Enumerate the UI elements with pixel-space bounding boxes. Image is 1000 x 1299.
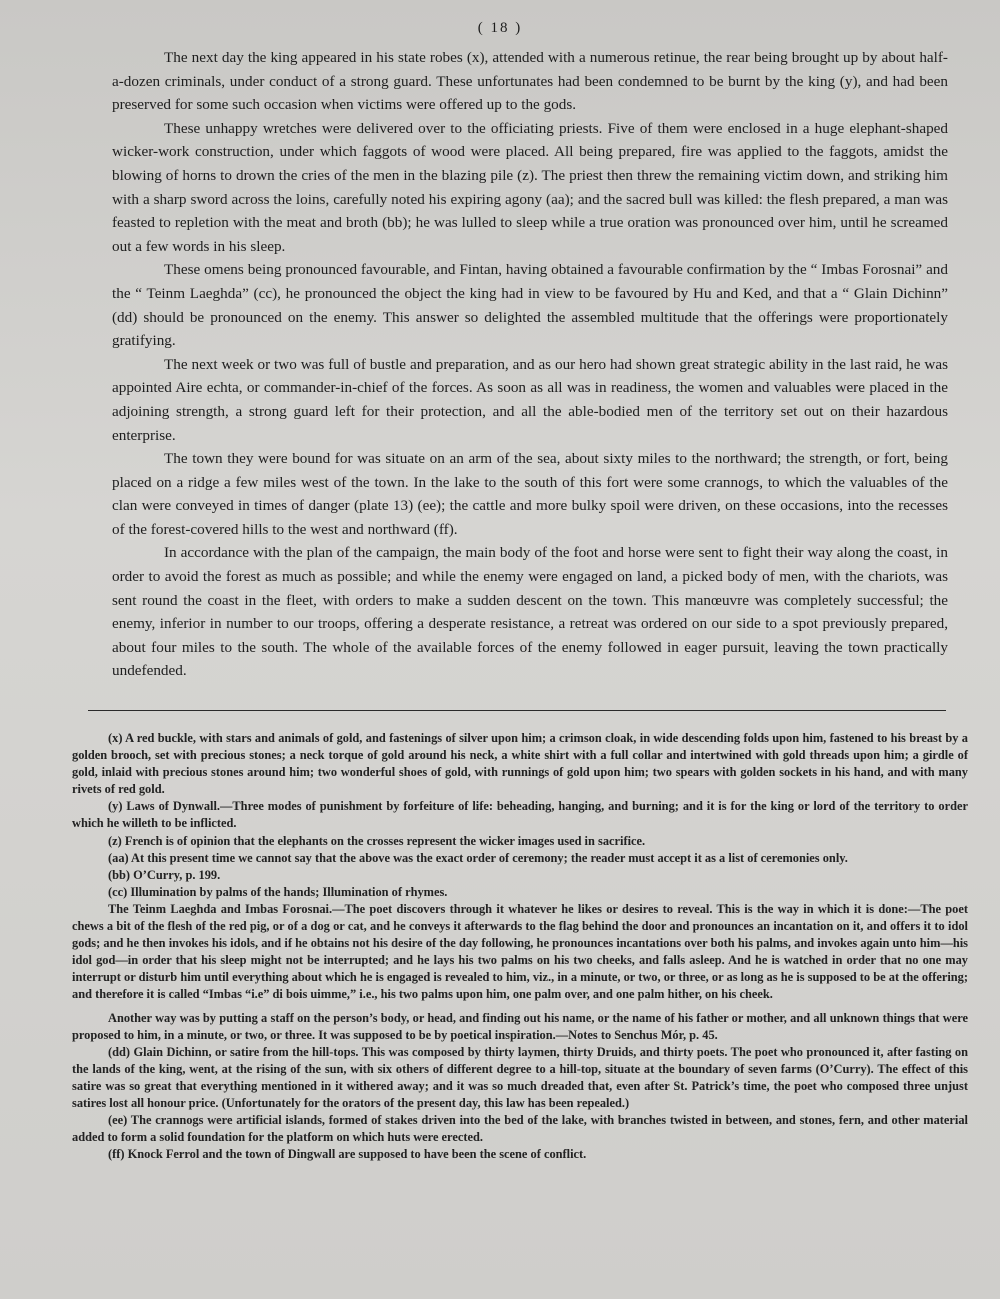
footnote-cc-another-way: Another way was by putting a staff on the person’s body, or head, and finding out his name, or the name of his father or mother, and all unknown things that were proposed to him, in a minute, or two, or three. It was supposed to be by poetical inspiration.—Notes to Senchus Mór, p. 45.: [72, 1010, 968, 1042]
footnote-divider: [88, 710, 946, 711]
footnotes: [72, 730, 968, 1163]
footnote-x: (x) A red buckle, with stars and animals of gold, and fastenings of silver upon him; a crimson cloak, in wide descending folds upon him, fastened to his breast by a golden brooch, set with precious stones; a neck torque of gold around his neck, a white shirt with a full collar and intertwined with gold threads upon him; a girdle of gold, inlaid with precious stones around him; two wonderful shoes of gold, with runnings of gold upon him; two spears with golden sockets in his hand, and with many rivets of red gold.: [72, 731, 968, 797]
footnote-z: (z) French is of opinion that the elephants on the crosses represent the wicker images used in sacrifice.: [108, 833, 646, 848]
paragraph: The town they were bound for was situate on an arm of the sea, about sixty miles to the northward; the strength, or fort, being placed on a ridge a few miles west of the town. In the lake to the south of this fort were some crannogs, to which the valuables of the clan were conveyed in times of danger (plate 13) (ee); the cattle and more bulky spoil were driven, on these occasions, into the recesses of the forest-covered hills to the west and northward (ff).: [112, 450, 948, 538]
footnote-cc: (cc) Illumination by palms of the hands; Illumination of rhymes.: [108, 884, 448, 899]
paragraph: These omens being pronounced favourable, and Fintan, having obtained a favourable confirmation by the “ Imbas Forosnai” and the “ Teinm Laeghda” (cc), he pronounced the object the king had in view to be favoured by Hu and Ked, and that a “ Glain Dichinn” (dd) should be pronounced on the enemy. This answer so delighted the assembled multitude that the offerings were proportionately gratifying.: [112, 261, 948, 350]
footnote-ff: (ff) Knock Ferrol and the town of Dingwall are supposed to have been the scene of conflict.: [108, 1147, 587, 1162]
footnote-cc-explanation: The Teinm Laeghda and Imbas Forosnai.—The poet discovers through it whatever he likes or desires to reveal. This is the way in which it is done:—The poet chews a bit of the flesh of the red pig, or of a dog or cat, and he conveys it afterwards to the flag behind the door and pronounces an incantation on it, and offers it to idol gods; and he then invokes his idols, and if he obtains not his desire of the day following, he pronounces incantations over both his palms, and invokes again unto him—his idol god—in order that his sleep might not be interrupted; and he lays his two palms on his two cheeks, and falls asleep. And he is watched in order that no one may interrupt or disturb him until everything about which he is engaged is revealed to him, viz., in a minute, or two, or three, or as long as he is supposed to be at the offering; and therefore it is called “Imbas “i.e” di bois uimme,” i.e., his two palms upon him, one palm over, and one palm hither, on his cheek.: [72, 901, 968, 1002]
footnote-bb: (bb) O’Curry, p. 199.: [108, 867, 221, 882]
footnote-y: (y) Laws of Dynwall.—Three modes of punishment by forfeiture of life: beheading, hanging, and burning; and it is for the king or lord of the territory to order which he willeth to be inflicted.: [72, 799, 968, 831]
paragraph: The next day the king appeared in his state robes (x), attended with a numerous retinue, the rear being brought up by about half-a-dozen criminals, under conduct of a strong guard. These unfortunates had been condemned to be burnt by the king (y), and had been preserved for some such occasion when victims were offered up to the gods.: [112, 49, 948, 114]
footnote-dd: (dd) Glain Dichinn, or satire from the hill-tops. This was composed by thirty laymen, thirty Druids, and thirty poets. The poet who pronounced it, after fasting on the lands of the king, went, at the rising of the sun, with six others of different degree to a hill-top, situate at the boundary of seven farms (O’Curry). The effect of this satire was so great that everything mentioned in it withered away; and it was so much dreaded that, even after St. Patrick’s time, the poet who composed three unjust satires lost all honour price. (Unfortunately for the orators of the present day, this law has been repealed.): [72, 1044, 968, 1110]
paragraph: These unhappy wretches were delivered over to the officiating priests. Five of them were enclosed in a huge elephant-shaped wicker-work construction, under which faggots of wood were placed. All being prepared, fire was applied to the faggots, amidst the blowing of horns to drown the cries of the men in the blazing pile (z). The priest then threw the remaining victim down, and striking him with a sharp sword across the loins, carefully noted his expiring agony (aa); and the sacred bull was killed: the flesh prepared, a man was feasted to repletion with the meat and broth (bb); he was lulled to sleep while a true oration was pronounced over him, until he screamed out a few words in his sleep.: [112, 119, 948, 255]
main-text: [112, 46, 948, 683]
paragraph: The next week or two was full of bustle and preparation, and as our hero had shown great strategic ability in the last raid, he was appointed Aire echta, or commander-in-chief of the forces. As soon as all was in readiness, the women and valuables were placed in the adjoining strength, a strong guard left for their protection, and all the able-bodied men of the territory set out on their hazardous enterprise.: [112, 355, 948, 444]
footnote-aa: (aa) At this present time we cannot say that the above was the exact order of ceremony; the reader must accept it as a list of ceremonies only.: [108, 850, 848, 865]
page-number: ( 18 ): [477, 20, 523, 36]
paragraph: In accordance with the plan of the campaign, the main body of the foot and horse were sent to fight their way along the coast, in order to avoid the forest as much as possible; and while the enemy were engaged on land, a picked body of men, with the chariots, was sent round the coast in the fleet, with orders to make a sudden descent on the town. This manœuvre was completely successful; the enemy, inferior in number to our troops, offering a desperate resistance, a retreat was ordered on our side to a spot previously prepared, about four miles to the south. The whole of the available forces of the enemy followed in eager pursuit, leaving the town practically undefended.: [112, 544, 948, 680]
footnote-ee: (ee) The crannogs were artificial islands, formed of stakes driven into the bed of the lake, with branches twisted in between, and stones, fern, and other material added to form a solid foundation for the platform on which huts were erected.: [72, 1113, 968, 1145]
